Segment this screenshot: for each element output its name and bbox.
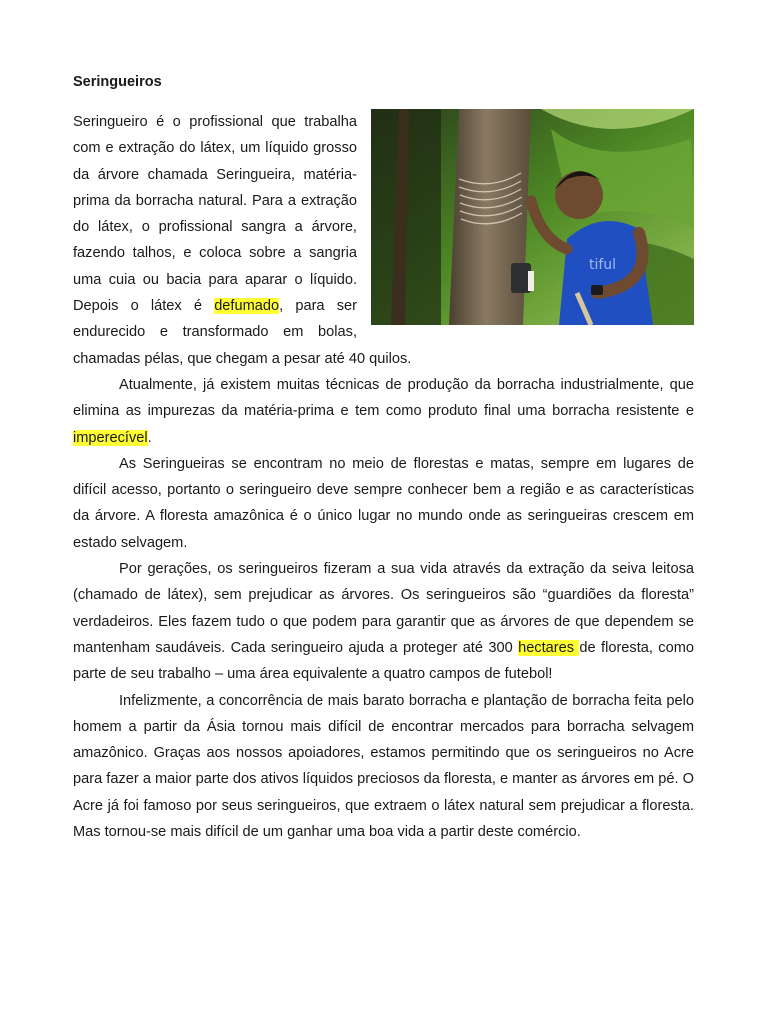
document-body: [73, 109, 694, 845]
paragraph-5: Infelizmente, a concorrência de mais barato borracha e plantação de borracha feita pelo homem a partir da Ásia tornou mais difícil de encontrar mercados para borracha selvagem amazônico. Graças aos nossos apoiadores, estamos permitindo que os seringueiros no Acre para fazer a maior parte dos ativos líquidos preciosos da floresta, e manter as árvores em pé. O Acre já foi famoso por seus seringueiros, que extraem o látex natural sem prejudicar a floresta. Mas tornou-se mais difícil de um ganhar uma boa vida a partir deste comércio.: [73, 692, 694, 841]
page-title: Seringueiros: [73, 74, 162, 90]
paragraph-3: As Seringueiras se encontram no meio de florestas e matas, sempre em lugares de difícil acesso, portanto o seringueiro deve sempre conhecer bem a região e as características da árvore. A floresta amazônica é o único lugar no mundo onde as seringueiras crescem em estado selvagem.: [73, 455, 694, 551]
paragraph-4-text-a: Por gerações, os seringueiros fizeram a sua vida através da extração da seiva leitosa (chamado de látex), sem prejudicar as árvores. Os seringueiros são “guardiões da floresta” verdadeiros. Eles fazem tudo o que podem para garantir que as árvores de que dependem se mantenham saudáveis. Cada seringueiro ajuda a proteger até 300: [73, 561, 694, 656]
rubber-tapper-photo: [371, 109, 694, 325]
svg-text:tiful: tiful: [589, 257, 617, 273]
highlight-imperecivel: imperecível: [73, 429, 148, 446]
paragraph-2-text-b: .: [147, 429, 152, 446]
paragraph-1-text-b: , para ser endurecido e transformado em bolas, chamadas pélas, que chegam a pesar até 40 quilos.: [73, 298, 412, 367]
paragraph-4-text-b: de floresta, como parte de seu trabalho – uma área equivalente a quatro campos de futebol!: [73, 639, 694, 683]
paragraph-2: [73, 372, 694, 451]
photo-rubber-tapper-icon: [371, 109, 694, 325]
paragraph-4: [73, 556, 694, 687]
highlight-hectares: hectares: [518, 639, 580, 656]
paragraph-1-text-a: Seringueiro é o profissional que trabalha com e extração do látex, um líquido grosso da árvore chamada Seringueira, matéria-prima da borracha natural. Para a extração do látex, o profissional sangra a árvore, fazendo talhos, e coloca sobre a sangria uma cuia ou bacia para aparar o líquido. Depois o látex é: [73, 114, 357, 315]
paragraph-2-text-a: Atualmente, já existem muitas técnicas de produção da borracha industrialmente, que elimina as impurezas da matéria-prima e tem como produto final uma borracha resistente e: [73, 376, 694, 420]
highlight-defumado: defumado: [214, 298, 280, 315]
